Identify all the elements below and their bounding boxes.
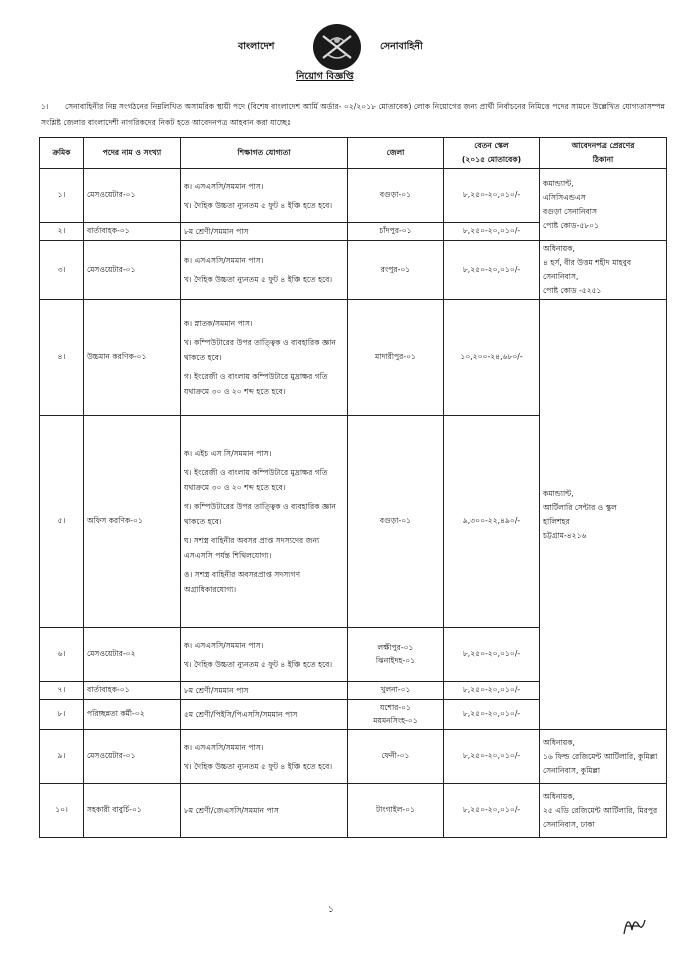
cell-address: কমান্ড্যান্ট, আর্টিলারি সেন্টার ও স্কুল হালিশহর চট্টগ্রাম-৪২১৬ [540,300,667,730]
page-number: ১ [328,905,334,915]
cell-address: অধিনায়ক, ১৬ ফিল্ড রেজিমেন্ট আর্টিলারি, কুমিল্লা সেনানিবাস, কুমিল্লা [540,730,667,784]
education-line: খ। কম্পিউটারের উপর তাত্ত্বিক ও ব্যবহারিক জ্ঞান থাকতে হবে। [184,338,336,362]
cell-post: মেসওয়েটার-০১ [84,169,181,223]
pay-header-line2: (২০১৫ মোতাবেক) [461,155,522,164]
cell-education [181,223,348,241]
cell-serial: ৯। [40,730,84,784]
education-line: ক। এসএসসি/সমমান পাস। [184,742,264,752]
col-header-edu: শিক্ষাগত যোগ্যতা [181,138,348,169]
table-row [40,784,667,838]
addr-header-line2: ঠিকানা [592,155,614,164]
education-line: ৮ম শ্রেণী/সমমান পাস [184,686,249,695]
education-line: ৮ম শ্রেণী/সমমান পাস [184,227,249,236]
education-line: গ। কম্পিউটারের উপর তাত্ত্বিক ও ব্যবহারিক জ্ঞান থাকতে হবে। [184,502,336,526]
cell-education [181,241,348,300]
education-line: খ। দৈহিক উচ্চতা ন্যুনতম ৫ ফুট ৪ ইঞ্চি হতে হবে। [184,761,333,771]
header-army: সেনাবাহিনী [380,41,423,52]
cell-district: খুলনা-০১ [348,682,444,700]
cell-education [181,730,348,784]
cell-pay-scale: ৮,২৫০-২০,০১০/- [444,241,540,300]
cell-pay-scale: ৮,২৫০-২০,০১০/- [444,784,540,838]
education-line: ক। এসএসসি/সমমান পাস। [184,181,264,191]
education-line: খ। ইংরেজী ও বাংলায় কম্পিউটারে মুদ্রাক্ষর গতি যথাক্রমে ৩০ ও ২০ শব্দ হতে হবে। [184,468,328,492]
cell-district: মাদারীপুর-০১ [348,300,444,416]
table-row [40,730,667,784]
cell-district: যশোর-০১ ময়মনসিংহ-০১ [348,700,444,730]
cell-post: মেসওয়েটার-০১ [84,241,181,300]
education-line: ৫ম শ্রেণী/পিইসি/পিএসসি/সমমান পাস [184,710,298,719]
education-line: ৮ম শ্রেণী/জেএসসি/সমমান পাস [184,806,279,815]
cell-address: অধিনায়ক, ৪ হর্স, বীর উত্তম শহীদ মাহবুব সেনানিবাস, পোষ্ট কোড -৫২৫১ [540,241,667,300]
cell-education [181,628,348,682]
cell-education [181,416,348,628]
cell-post: সহকারী বাবুর্চি-০১ [84,784,181,838]
addr-header-line1: আবেদনপত্র প্রেরণের [571,141,635,150]
cell-pay-scale: ১০,২০০-২৪,৬৮০/- [444,300,540,416]
notice-title: নিয়োগ বিজ্ঞপ্তি [296,71,354,82]
cell-post: উচ্চমান করণিক-০১ [84,300,181,416]
intro-paragraph [41,99,666,131]
cell-district: টাংগাইল-০১ [348,784,444,838]
vacancy-table [39,137,667,838]
col-header-address [540,138,667,169]
signature-icon [618,908,648,938]
table-row [40,169,667,223]
intro-text: সেনাবাহিনীর নিম্ন সংগঠনের নিম্নলিখিত অসামরিক স্থায়ী পদে (বিশেষ বাংলাদেশ আর্মি অর্ডার- ০২/২০১৮ মোতাবেক) লোক নিয়োগের জন্য প্রার্থী নির্বাচনের নিমিত্তে পদের সামনে উল্লেখিত যোগ্যতাসম্পন্ন সংশ্লিষ্ট জেলার বাংলাদেশী নাগরিকদের নিকট হতে আবেদনপত্র আহবান করা যাচ্ছেঃ [41,102,666,127]
cell-pay-scale: ৮,২৫০-২০,০১০/- [444,223,540,241]
cell-serial: ৬। [40,628,84,682]
cell-education [181,682,348,700]
cell-pay-scale: ৯,৩০০-২২,৪৯০/- [444,416,540,628]
cell-education [181,169,348,223]
cell-pay-scale: ৮,২৫০-২০,০১০/- [444,682,540,700]
education-line: ঘ। সশস্ত্র বাহিনীর অবসর প্রাপ্ত সদস্যদের জন্য এসএসসি পর্যন্ত শিথিলযোগ্য। [184,536,320,560]
education-line: ক। এইচ এস সি/সমমান পাস। [184,449,272,458]
col-header-sl: ক্রমিক [40,138,84,169]
cell-serial: ২। [40,223,84,241]
education-line: ক। এসএসসি/সমমান পাস। [184,640,264,650]
education-line: খ। দৈহিক উচ্চতা ন্যুনতম ৫ ফুট ৪ ইঞ্চি হতে হবে। [184,275,333,284]
cell-pay-scale: ৮,২৫০-২০,০১০/- [444,628,540,682]
table-header-row [40,138,667,169]
cell-district: বগুড়া-০১ [348,169,444,223]
cell-serial: ৪। [40,300,84,416]
cell-education [181,700,348,730]
cell-address: কমান্ড্যান্ট, এসিসিএন্ডএস বগুড়া সেনানিবাস পোষ্ট কোড-৫৮০১ [540,169,667,241]
col-header-post: পদের নাম ও সংখ্যা [84,138,181,169]
education-line: খ। দৈহিক উচ্চতা ন্যুনতম ৫ ফুট ৪ ইঞ্চি হতে হবে। [184,659,333,669]
cell-post: বার্তাবাহক-০১ [84,223,181,241]
cell-post: মেসওয়েটার-০২ [84,628,181,682]
cell-serial: ৩। [40,241,84,300]
education-line: খ। দৈহিক উচ্চতা ন্যুনতম ৫ ফুট ৪ ইঞ্চি হতে হবে। [184,200,333,210]
education-line: ক। স্নাতক/সমমান পাস। [184,319,253,328]
cell-district: বগুড়া-০১ [348,416,444,628]
intro-number: ১। [41,102,49,111]
education-line: ঙ। সশস্ত্র বাহিনীর অবসরপ্রাপ্ত সদস্যগণ অগ্রাধিকারযোগ্য। [184,570,301,594]
cell-pay-scale: ৮,২৫০-২০,০১০/- [444,700,540,730]
table-row [40,300,667,416]
cell-address: অধিনায়ক, ২৫ এডি রেজিমেন্ট আর্টিলারি, মিরপুর সেনানিবাস, ঢাকা [540,784,667,838]
cell-post: বার্তাবাহক-০১ [84,682,181,700]
cell-post: মেসওয়েটার-০১ [84,730,181,784]
cell-education [181,300,348,416]
table-row [40,241,667,300]
education-line: ক। এসএসসি/সমমান পাস। [184,256,264,265]
cell-post: পরিচ্ছন্নতা কর্মী-০২ [84,700,181,730]
cell-pay-scale: ৮,২৫০-২০,০১০/- [444,169,540,223]
pay-header-line1: বেতন স্কেল [474,141,509,150]
cell-district: ফেনী-০১ [348,730,444,784]
cell-serial: ৭। [40,682,84,700]
cell-serial: ১০। [40,784,84,838]
cell-serial: ৫। [40,416,84,628]
col-header-pay [444,138,540,169]
cell-education [181,784,348,838]
education-line: গ। ইংরেজী ও বাংলায় কম্পিউটারে মুদ্রাক্ষর গতি যথাক্রমে ৩০ ও ২০ শব্দ হতে হবে। [184,372,328,396]
cell-serial: ১। [40,169,84,223]
col-header-district: জেলা [348,138,444,169]
cell-serial: ৮। [40,700,84,730]
header-country: বাংলাদেশ [238,41,275,52]
army-emblem-icon [313,24,361,70]
cell-post: অফিস করণিক-০১ [84,416,181,628]
cell-district: লক্ষীপুর-০১ ঝিনাইদহ-০১ [348,628,444,682]
cell-district: রংপুর-০১ [348,241,444,300]
cell-district: চাঁদপুর-০১ [348,223,444,241]
cell-pay-scale: ৮,২৫০-২০,০১০/- [444,730,540,784]
